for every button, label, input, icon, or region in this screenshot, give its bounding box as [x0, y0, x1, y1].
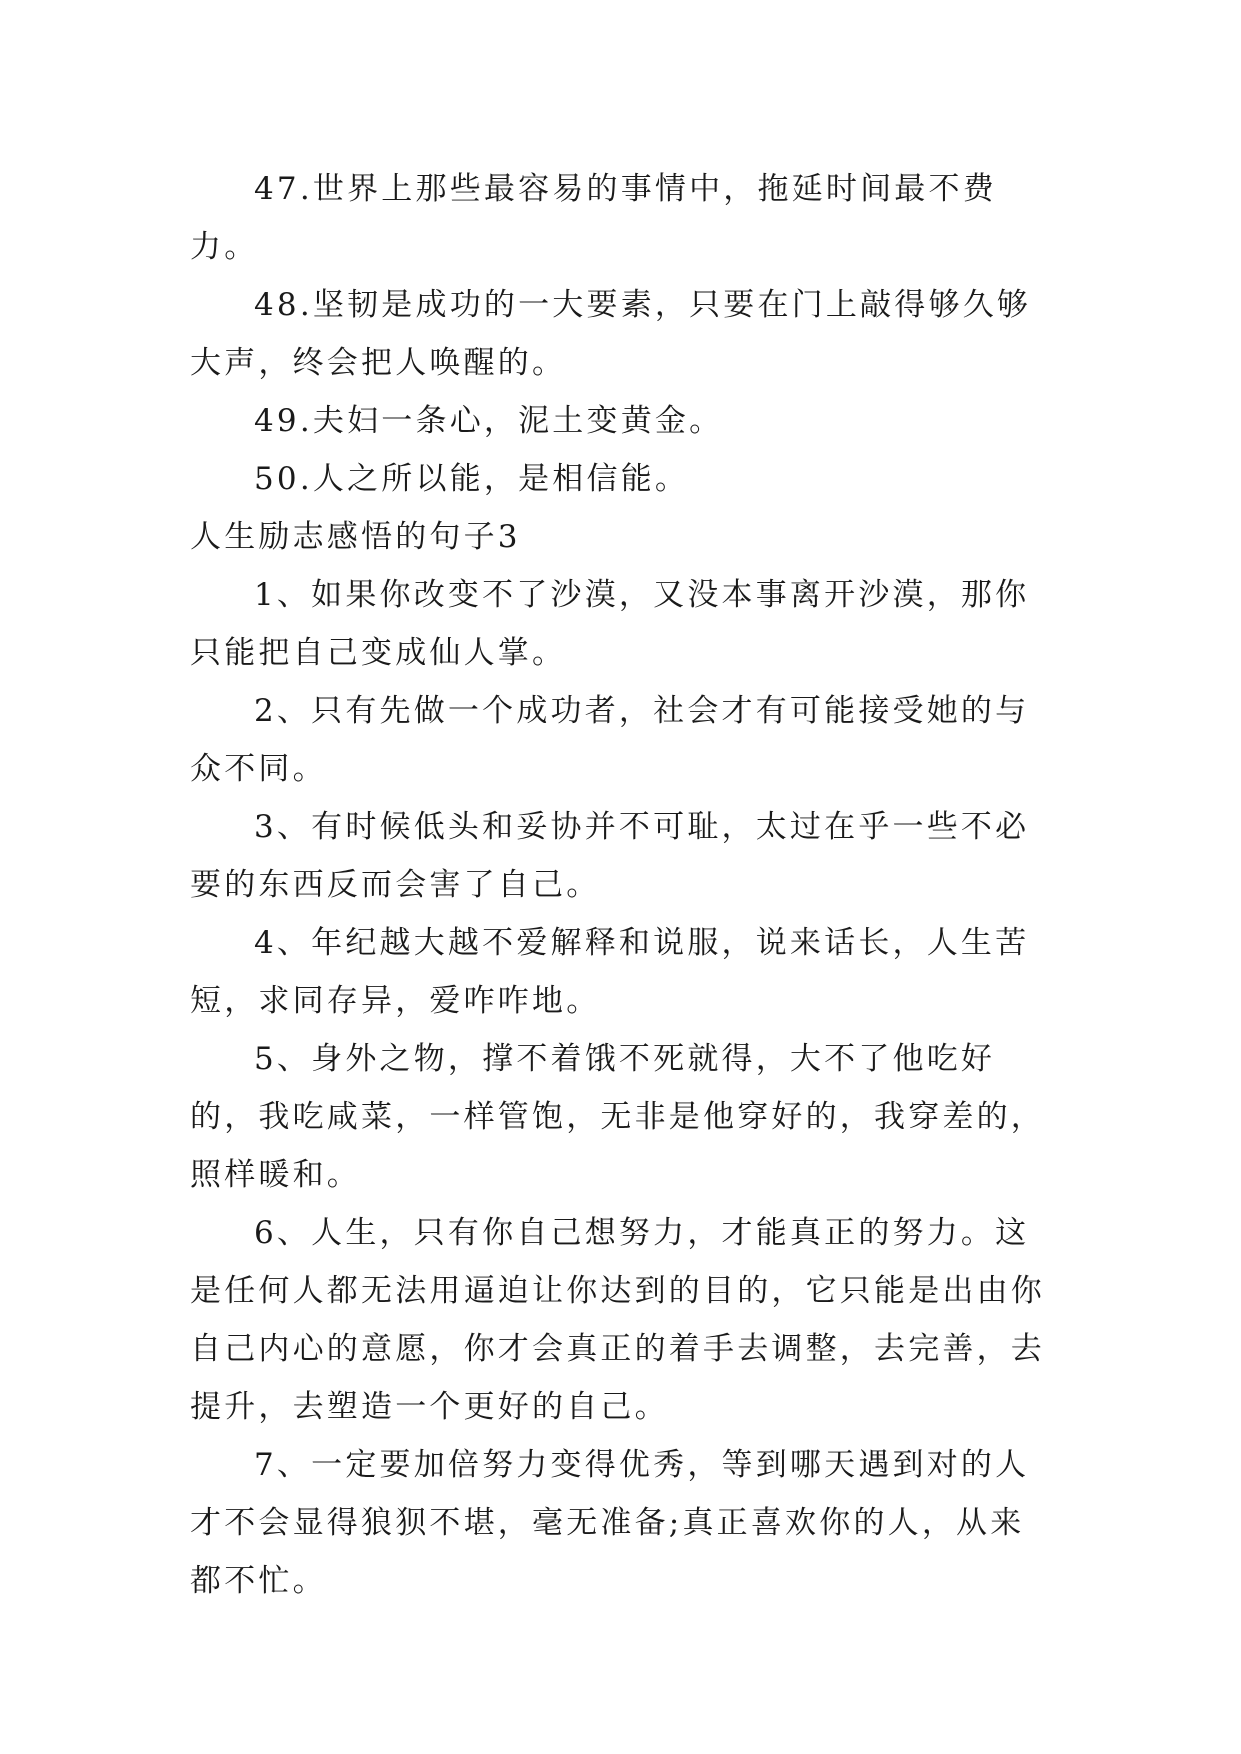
paragraph-item-4: 4、年纪越大越不爱解释和说服，说来话长，人生苦短，求同存异，爱咋咋地。 — [190, 925, 1030, 1019]
paragraph-48: 48.坚韧是成功的一大要素，只要在门上敲得够久够大声，终会把人唤醒的。 — [190, 287, 1032, 381]
paragraph-item-5: 5、身外之物，撑不着饿不死就得，大不了他吃好的，我吃咸菜，一样管饱，无非是他穿好的，我穿差的，照样暖和。 — [190, 1041, 1045, 1193]
paragraph-item-1: 1、如果你改变不了沙漠，又没本事离开沙漠，那你只能把自己变成仙人掌。 — [190, 577, 1030, 671]
paragraph-item-2: 2、只有先做一个成功者，社会才有可能接受她的与众不同。 — [190, 693, 1030, 787]
paragraph-50: 50.人之所以能，是相信能。 — [254, 461, 690, 497]
paragraph-item-6: 6、人生，只有你自己想努力，才能真正的努力。这是任何人都无法用逼迫让你达到的目的，它只能是出由你自己内心的意愿，你才会真正的着手去调整，去完善，去提升，去塑造一个更好的自己。 — [190, 1215, 1045, 1425]
paragraph-47: 47.世界上那些最容易的事情中，拖延时间最不费力。 — [190, 171, 997, 265]
document-body — [190, 160, 1052, 1610]
paragraph-item-7: 7、一定要加倍努力变得优秀，等到哪天遇到对的人才不会显得狼狈不堪，毫无准备;真正喜欢你的人，从来都不忙。 — [190, 1447, 1030, 1599]
paragraph-item-3: 3、有时候低头和妥协并不可耻，太过在乎一些不必要的东西反而会害了自己。 — [190, 809, 1030, 903]
paragraph-49: 49.夫妇一条心，泥土变黄金。 — [254, 403, 724, 439]
section-heading: 人生励志感悟的句子3 — [190, 519, 521, 555]
